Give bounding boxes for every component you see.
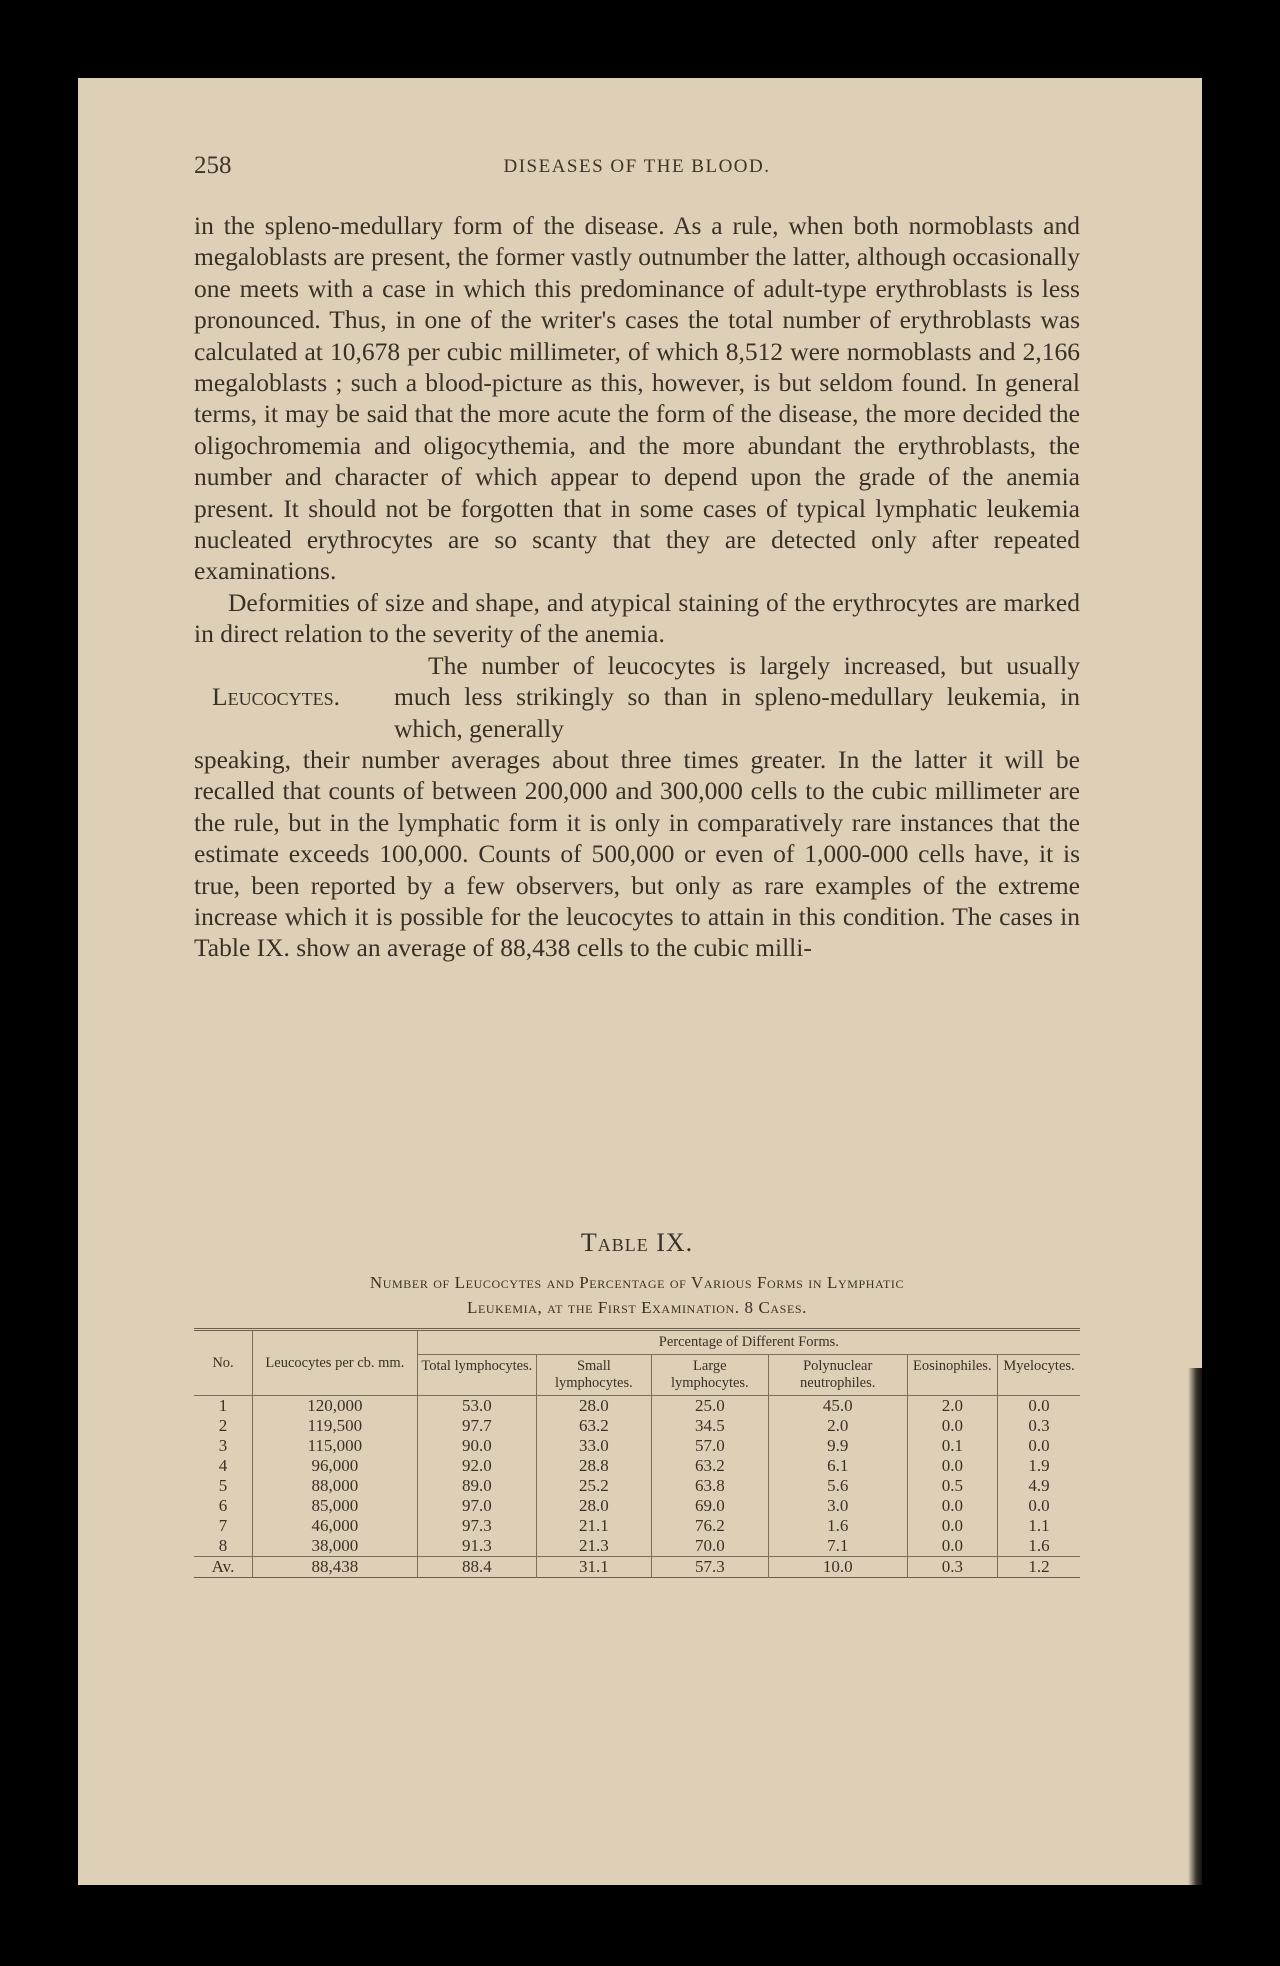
sidenote-leucocytes: Leucocytes. xyxy=(212,682,340,712)
cell-large: 69.0 xyxy=(651,1496,768,1516)
cell-small: 28.0 xyxy=(536,1396,651,1417)
cell-no: 7 xyxy=(218,1516,228,1535)
cell-poly: 5.6 xyxy=(768,1476,907,1496)
cell-total: 97.3 xyxy=(417,1516,536,1536)
cell-leucocytes: 46,000 xyxy=(253,1516,418,1536)
cell-myelo: 0.3 xyxy=(998,1416,1080,1436)
table-row xyxy=(194,1436,1080,1456)
cell-leucocytes: 88,438 xyxy=(253,1557,418,1578)
cell-small: 25.2 xyxy=(536,1476,651,1496)
cell-poly: 6.1 xyxy=(768,1456,907,1476)
table-caption-line-2: Leukemia, at the First Examination. 8 Cases. xyxy=(466,1298,808,1317)
table-caption-line-1: Number of Leucocytes and Percentage of Various Forms in Lymphatic xyxy=(369,1273,905,1292)
cell-large: 25.0 xyxy=(651,1396,768,1417)
paragraph-deformities: Deformities of size and shape, and atypical staining of the erythrocytes are marked in direct relation to the severity of the anemia. xyxy=(194,587,1080,649)
cell-poly: 2.0 xyxy=(768,1416,907,1436)
cell-leucocytes: 115,000 xyxy=(253,1436,418,1456)
table-row xyxy=(194,1456,1080,1476)
cell-large: 76.2 xyxy=(651,1516,768,1536)
cell-poly: 45.0 xyxy=(768,1396,907,1417)
cell-myelo: 1.1 xyxy=(998,1516,1080,1536)
cell-eosino: 0.0 xyxy=(907,1516,998,1536)
table-row-average xyxy=(194,1557,1080,1578)
cell-no: 5 xyxy=(218,1476,228,1495)
cell-large: 70.0 xyxy=(651,1536,768,1557)
cell-large: 34.5 xyxy=(651,1416,768,1436)
cell-total: 97.7 xyxy=(417,1416,536,1436)
cell-myelo: 0.0 xyxy=(998,1496,1080,1516)
cell-myelo: 4.9 xyxy=(998,1476,1080,1496)
table-row xyxy=(194,1516,1080,1536)
leucocytes-section xyxy=(194,650,1080,744)
cell-small: 33.0 xyxy=(536,1436,651,1456)
table-title: Table IX. xyxy=(580,1228,694,1257)
cell-myelo: 1.6 xyxy=(998,1536,1080,1557)
cell-small: 28.0 xyxy=(536,1496,651,1516)
cell-eosino: 0.0 xyxy=(907,1496,998,1516)
table-row xyxy=(194,1536,1080,1557)
cell-large: 57.0 xyxy=(651,1436,768,1456)
header-percentage-group: Percentage of Different Forms. xyxy=(417,1330,1080,1355)
leucocytes-paragraph-rest: speaking, their number averages about three times greater. In the latter it will be recalled that counts of between 200,000 and 300,000 cells to the cubic millimeter are the rule, but in the lymphatic form it is only in comparatively rare instances that the estimate exceeds 100,000. Counts of 500,000 or even of 1,000-000 cells have, it is true, been reported by a few observers, but only as rare examples of the extreme increase which it is possible for the leucocytes to attain in this condition. The cases in Table IX. show an average of 88,438 cells to the cubic milli- xyxy=(194,744,1080,963)
page-header xyxy=(194,152,1080,188)
cell-total: 92.0 xyxy=(417,1456,536,1476)
cell-myelo: 0.0 xyxy=(998,1396,1080,1417)
header-total-lymphocytes: Total lymphocytes. xyxy=(417,1355,536,1396)
header-large-lymphocytes: Large lymphocytes. xyxy=(651,1355,768,1396)
header-leucocytes: Leucocytes per cb. mm. xyxy=(253,1330,418,1396)
cell-eosino: 0.0 xyxy=(907,1456,998,1476)
cell-total: 91.3 xyxy=(417,1536,536,1557)
cell-total: 53.0 xyxy=(417,1396,536,1417)
cell-total: 89.0 xyxy=(417,1476,536,1496)
cell-leucocytes: 120,000 xyxy=(253,1396,418,1417)
cell-total: 88.4 xyxy=(417,1557,536,1578)
cell-poly: 10.0 xyxy=(768,1557,907,1578)
cell-small: 28.8 xyxy=(536,1456,651,1476)
cell-eosino: 0.0 xyxy=(907,1536,998,1557)
cell-total: 97.0 xyxy=(417,1496,536,1516)
cell-eosino: 0.5 xyxy=(907,1476,998,1496)
cell-no: 1 xyxy=(218,1396,228,1415)
cell-large: 63.8 xyxy=(651,1476,768,1496)
cell-leucocytes: 119,500 xyxy=(253,1416,418,1436)
cell-no: 8 xyxy=(218,1536,228,1555)
cell-eosino: 2.0 xyxy=(907,1396,998,1417)
table-row xyxy=(194,1396,1080,1417)
body-text xyxy=(194,210,1080,964)
cell-small: 63.2 xyxy=(536,1416,651,1436)
header-polynuclear-neutrophiles: Polynuclear neutrophiles. xyxy=(768,1355,907,1396)
page-number: 258 xyxy=(194,152,232,179)
leucocyte-table xyxy=(194,1328,1080,1578)
table-row xyxy=(194,1496,1080,1516)
cell-myelo: 1.9 xyxy=(998,1456,1080,1476)
cell-no: Av. xyxy=(194,1557,253,1578)
header-no: No. xyxy=(194,1330,253,1396)
header-myelocytes: Myelocytes. xyxy=(998,1355,1080,1396)
cell-leucocytes: 96,000 xyxy=(253,1456,418,1476)
cell-large: 63.2 xyxy=(651,1456,768,1476)
header-small-lymphocytes: Small lymphocytes. xyxy=(536,1355,651,1396)
cell-eosino: 0.0 xyxy=(907,1416,998,1436)
cell-small: 21.3 xyxy=(536,1536,651,1557)
cell-poly: 9.9 xyxy=(768,1436,907,1456)
cell-poly: 1.6 xyxy=(768,1516,907,1536)
paragraph-erythroblasts: in the spleno-medullary form of the disease. As a rule, when both normoblasts and megaloblasts are present, the former vastly outnumber the latter, although occasionally one meets with a case in which this predominance of adult-type erythroblasts is less pronounced. Thus, in one of the writer's cases the total number of erythroblasts was calculated at 10,678 per cubic millimeter, of which 8,512 were normoblasts and 2,166 megaloblasts ; such a blood-picture as this, however, is but seldom found. In general terms, it may be said that the more acute the form of the disease, the more decided the oligochromemia and oligocythemia, and the more abundant the erythroblasts, the number and character of which appear to depend upon the grade of the anemia present. It should not be forgotten that in some cases of typical lymphatic leukemia nucleated erythrocytes are so scanty that they are detected only after repeated examinations. xyxy=(194,211,1080,586)
cell-leucocytes: 85,000 xyxy=(253,1496,418,1516)
table-row xyxy=(194,1416,1080,1436)
cell-eosino: 0.3 xyxy=(907,1557,998,1578)
table-row xyxy=(194,1476,1080,1496)
header-eosinophiles: Eosinophiles. xyxy=(907,1355,998,1396)
cell-no: 6 xyxy=(218,1496,228,1515)
running-head: DISEASES OF THE BLOOD. xyxy=(503,156,771,177)
page-edge-shadow xyxy=(1188,1368,1202,1885)
leucocytes-paragraph-start: The number of leucocytes is largely increased, but usually much less strikingly so than in spleno-medullary leukemia, in which, generally xyxy=(394,650,1080,743)
cell-small: 31.1 xyxy=(536,1557,651,1578)
cell-poly: 3.0 xyxy=(768,1496,907,1516)
cell-no: 4 xyxy=(218,1456,228,1475)
cell-no: 2 xyxy=(218,1416,228,1435)
cell-large: 57.3 xyxy=(651,1557,768,1578)
table-caption xyxy=(194,1270,1080,1320)
cell-no: 3 xyxy=(218,1436,228,1455)
cell-total: 90.0 xyxy=(417,1436,536,1456)
cell-poly: 7.1 xyxy=(768,1536,907,1557)
cell-myelo: 0.0 xyxy=(998,1436,1080,1456)
cell-myelo: 1.2 xyxy=(998,1557,1080,1578)
cell-leucocytes: 38,000 xyxy=(253,1536,418,1557)
cell-eosino: 0.1 xyxy=(907,1436,998,1456)
cell-leucocytes: 88,000 xyxy=(253,1476,418,1496)
cell-small: 21.1 xyxy=(536,1516,651,1536)
